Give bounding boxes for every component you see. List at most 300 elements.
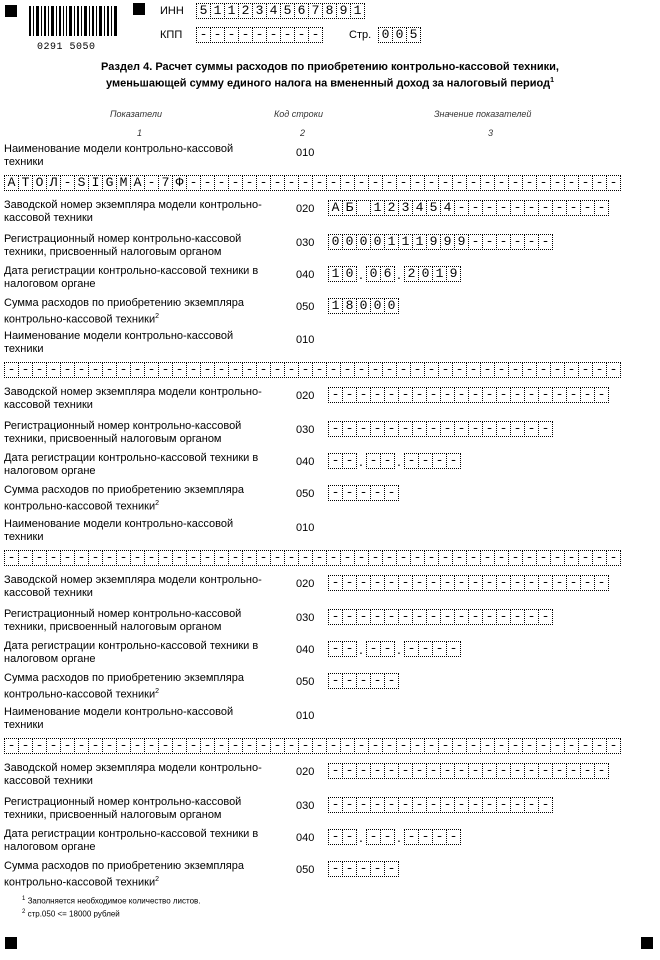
model-name-cells-cell[interactable]: - (256, 175, 271, 191)
registration-number-cells-cell[interactable]: - (398, 609, 413, 625)
kpp-cell[interactable]: - (308, 27, 323, 43)
serial-number-cells-cell[interactable]: - (426, 575, 441, 591)
model-name-cells-cell[interactable]: - (466, 738, 481, 754)
registration-date-cell[interactable]: 9 (446, 266, 461, 282)
registration-number-cells-cell[interactable]: - (426, 797, 441, 813)
model-name-cells-cell[interactable]: - (382, 550, 397, 566)
registration-number-cells-cell[interactable]: - (496, 797, 511, 813)
model-name-cells-cell[interactable]: - (452, 550, 467, 566)
registration-number-cells-cell[interactable]: - (510, 797, 525, 813)
model-name-cells-cell[interactable]: - (424, 175, 439, 191)
purchase-amount-cells-cell[interactable]: - (328, 861, 343, 877)
model-name-cells-cell[interactable]: - (270, 362, 285, 378)
model-name-cells-cell[interactable]: - (18, 738, 33, 754)
purchase-amount-cells-cell[interactable]: - (384, 673, 399, 689)
model-name-cells-cell[interactable]: - (298, 550, 313, 566)
registration-number-cells-cell[interactable]: - (370, 421, 385, 437)
model-name-cells-cell[interactable]: - (522, 362, 537, 378)
serial-number-cells-cell[interactable]: - (580, 387, 595, 403)
serial-number-cells-cell[interactable]: - (440, 763, 455, 779)
serial-number-cells-cell[interactable]: 2 (384, 200, 399, 216)
model-name-cells-cell[interactable]: - (102, 362, 117, 378)
serial-number-cells-cell[interactable]: - (510, 387, 525, 403)
model-name-cells-cell[interactable]: - (326, 175, 341, 191)
registration-number-cells-cell[interactable]: - (356, 797, 371, 813)
registration-date-cell[interactable]: 6 (380, 266, 395, 282)
model-name-cells-cell[interactable]: - (242, 738, 257, 754)
model-name-cells-cell[interactable]: - (592, 738, 607, 754)
model-name-cells-cell[interactable]: - (46, 362, 61, 378)
model-name-cells-cell[interactable]: - (60, 175, 75, 191)
model-name-cells-cell[interactable]: S (74, 175, 89, 191)
model-name-cells-cell[interactable]: - (494, 362, 509, 378)
registration-number-cells-cell[interactable]: 9 (440, 234, 455, 250)
registration-number-cells-cell[interactable]: - (468, 421, 483, 437)
kpp-cell[interactable]: - (280, 27, 295, 43)
registration-date-cell[interactable]: - (432, 829, 447, 845)
model-name-cells-cell[interactable]: - (88, 362, 103, 378)
model-name-cells-cell[interactable]: - (536, 362, 551, 378)
model-name-cells-cell[interactable]: - (396, 738, 411, 754)
registration-number-cells-cell[interactable]: - (538, 421, 553, 437)
model-name-cells-cell[interactable]: - (32, 738, 47, 754)
model-name-cells-cell[interactable]: - (18, 362, 33, 378)
purchase-amount-cells-cell[interactable]: - (342, 673, 357, 689)
model-name-cells-cell[interactable]: - (116, 362, 131, 378)
model-name-cells-cell[interactable]: - (284, 550, 299, 566)
serial-number-cells-cell[interactable]: - (580, 575, 595, 591)
purchase-amount-cells-cell[interactable]: - (384, 861, 399, 877)
model-name-cells-cell[interactable]: - (298, 362, 313, 378)
serial-number-cells-cell[interactable]: - (566, 575, 581, 591)
model-name-cells-cell[interactable]: - (298, 175, 313, 191)
model-name-cells-cell[interactable]: - (578, 550, 593, 566)
model-name-cells-cell[interactable]: - (200, 362, 215, 378)
serial-number-cells-cell[interactable]: - (370, 575, 385, 591)
serial-number-cells-cell[interactable]: 1 (370, 200, 385, 216)
page-cell[interactable]: 0 (392, 27, 407, 43)
serial-number-cells-cell[interactable]: - (328, 387, 343, 403)
registration-number-cells-cell[interactable]: - (482, 234, 497, 250)
model-name-cells-cell[interactable]: - (158, 550, 173, 566)
registration-date-cell[interactable]: 0 (418, 266, 433, 282)
inn-cell[interactable]: 1 (350, 3, 365, 19)
serial-number-cells-cell[interactable]: - (594, 387, 609, 403)
registration-date-cell[interactable]: 0 (342, 266, 357, 282)
model-name-cells-cell[interactable]: - (18, 550, 33, 566)
serial-number-cells-cell[interactable]: - (538, 763, 553, 779)
serial-number-cells-cell[interactable] (356, 200, 371, 216)
registration-number-cells-cell[interactable]: - (384, 609, 399, 625)
serial-number-cells-cell[interactable]: А (328, 200, 343, 216)
model-name-cells-cell[interactable]: А (130, 175, 145, 191)
model-name-cells-cell[interactable]: - (242, 550, 257, 566)
purchase-amount-cells-cell[interactable]: - (356, 485, 371, 501)
registration-number-cells-cell[interactable]: - (370, 797, 385, 813)
serial-number-cells-cell[interactable]: - (454, 763, 469, 779)
model-name-cells-cell[interactable]: - (550, 550, 565, 566)
model-name-cells-cell[interactable]: - (340, 362, 355, 378)
model-name-cells-cell[interactable]: - (214, 362, 229, 378)
model-name-cells-cell[interactable]: - (186, 738, 201, 754)
registration-date-cell[interactable]: - (418, 829, 433, 845)
registration-date-cell[interactable]: - (342, 453, 357, 469)
inn-cell[interactable]: 3 (252, 3, 267, 19)
model-name-cells-cell[interactable]: - (88, 550, 103, 566)
registration-number-cells-cell[interactable]: - (510, 421, 525, 437)
model-name-cells-cell[interactable]: - (214, 738, 229, 754)
inn-cell[interactable]: 5 (280, 3, 295, 19)
registration-number-cells-cell[interactable]: 1 (398, 234, 413, 250)
model-name-cells-cell[interactable]: - (284, 362, 299, 378)
registration-date-cell[interactable]: - (404, 641, 419, 657)
registration-number-cells-cell[interactable]: - (510, 609, 525, 625)
model-name-cells-cell[interactable]: - (424, 738, 439, 754)
model-name-cells-cell[interactable]: G (102, 175, 117, 191)
model-name-cells-cell[interactable]: - (130, 362, 145, 378)
serial-number-cells-cell[interactable]: - (566, 200, 581, 216)
model-name-cells-cell[interactable]: - (326, 550, 341, 566)
model-name-cells-cell[interactable]: - (354, 175, 369, 191)
serial-number-cells-cell[interactable]: - (524, 763, 539, 779)
model-name-cells-cell[interactable]: - (74, 550, 89, 566)
model-name-cells-cell[interactable]: - (200, 738, 215, 754)
model-name-cells-cell[interactable]: - (536, 738, 551, 754)
registration-date-cell[interactable]: - (366, 641, 381, 657)
model-name-cells-cell[interactable]: - (494, 175, 509, 191)
registration-number-cells-cell[interactable]: - (468, 234, 483, 250)
model-name-cells-cell[interactable]: - (340, 550, 355, 566)
inn-cell[interactable]: 8 (322, 3, 337, 19)
registration-date-cell[interactable]: - (418, 453, 433, 469)
model-name-cells-cell[interactable]: - (382, 175, 397, 191)
registration-number-cells-cell[interactable]: 1 (412, 234, 427, 250)
model-name-cells-cell[interactable]: - (172, 362, 187, 378)
purchase-amount-cells-cell[interactable]: - (356, 673, 371, 689)
registration-date-cell[interactable]: - (432, 641, 447, 657)
model-name-cells-cell[interactable]: 7 (158, 175, 173, 191)
model-name-cells-cell[interactable]: - (550, 738, 565, 754)
serial-number-cells-cell[interactable]: - (398, 387, 413, 403)
serial-number-cells-cell[interactable]: - (398, 575, 413, 591)
registration-number-cells-cell[interactable]: - (496, 421, 511, 437)
serial-number-cells-cell[interactable]: - (594, 575, 609, 591)
serial-number-cells-cell[interactable]: - (468, 387, 483, 403)
model-name-cells-cell[interactable]: - (606, 175, 621, 191)
kpp-cell[interactable]: - (196, 27, 211, 43)
serial-number-cells-cell[interactable]: - (468, 575, 483, 591)
model-name-cells-cell[interactable]: - (410, 175, 425, 191)
registration-date-cell[interactable]: 2 (404, 266, 419, 282)
model-name-cells-cell[interactable]: - (494, 738, 509, 754)
registration-date-cell[interactable]: 1 (328, 266, 343, 282)
model-name-cells-cell[interactable]: - (508, 738, 523, 754)
serial-number-cells-cell[interactable]: - (524, 387, 539, 403)
registration-number-cells-cell[interactable]: - (370, 609, 385, 625)
purchase-amount-cells-cell[interactable]: 0 (384, 298, 399, 314)
model-name-cells-cell[interactable]: - (368, 738, 383, 754)
model-name-cells-cell[interactable]: - (270, 550, 285, 566)
serial-number-cells-cell[interactable]: 4 (440, 200, 455, 216)
registration-number-cells-cell[interactable]: - (538, 797, 553, 813)
model-name-cells-cell[interactable]: - (60, 550, 75, 566)
serial-number-cells-cell[interactable]: - (580, 763, 595, 779)
model-name-cells-cell[interactable]: - (312, 175, 327, 191)
model-name-cells-cell[interactable]: - (578, 175, 593, 191)
serial-number-cells-cell[interactable]: - (398, 763, 413, 779)
serial-number-cells-cell[interactable]: - (468, 200, 483, 216)
registration-number-cells-cell[interactable]: - (482, 421, 497, 437)
serial-number-cells-cell[interactable]: - (384, 387, 399, 403)
purchase-amount-cells-cell[interactable]: - (370, 861, 385, 877)
model-name-cells-cell[interactable]: - (508, 550, 523, 566)
model-name-cells-cell[interactable]: - (270, 738, 285, 754)
model-name-cells-cell[interactable]: - (256, 362, 271, 378)
registration-number-cells-cell[interactable]: 0 (342, 234, 357, 250)
model-name-cells-cell[interactable]: - (592, 362, 607, 378)
registration-number-cells-cell[interactable]: - (440, 609, 455, 625)
model-name-cells-cell[interactable]: - (144, 550, 159, 566)
model-name-cells-cell[interactable]: Л (46, 175, 61, 191)
serial-number-cells-cell[interactable]: - (496, 575, 511, 591)
model-name-cells-cell[interactable]: - (284, 738, 299, 754)
serial-number-cells-cell[interactable]: - (454, 200, 469, 216)
model-name-cells-cell[interactable]: - (46, 738, 61, 754)
serial-number-cells-cell[interactable]: - (538, 200, 553, 216)
model-name-cells-cell[interactable]: А (4, 175, 19, 191)
serial-number-cells-cell[interactable]: - (356, 387, 371, 403)
model-name-cells-cell[interactable]: - (438, 362, 453, 378)
registration-date-cell[interactable]: - (432, 453, 447, 469)
registration-number-cells-cell[interactable]: 0 (356, 234, 371, 250)
model-name-cells-cell[interactable]: - (396, 550, 411, 566)
serial-number-cells-cell[interactable]: - (356, 575, 371, 591)
model-name-cells-cell[interactable]: - (200, 550, 215, 566)
registration-date-cell[interactable]: 0 (366, 266, 381, 282)
model-name-cells-cell[interactable]: - (480, 362, 495, 378)
model-name-cells-cell[interactable]: - (578, 362, 593, 378)
model-name-cells-cell[interactable]: - (466, 362, 481, 378)
purchase-amount-cells-cell[interactable]: - (356, 861, 371, 877)
serial-number-cells-cell[interactable]: Б (342, 200, 357, 216)
model-name-cells-cell[interactable]: - (368, 550, 383, 566)
registration-number-cells-cell[interactable]: - (356, 609, 371, 625)
model-name-cells-cell[interactable]: - (522, 738, 537, 754)
registration-date-cell[interactable]: - (342, 829, 357, 845)
registration-number-cells-cell[interactable]: - (454, 609, 469, 625)
model-name-cells-cell[interactable]: - (564, 550, 579, 566)
registration-number-cells-cell[interactable]: 0 (370, 234, 385, 250)
model-name-cells-cell[interactable]: - (144, 362, 159, 378)
registration-number-cells-cell[interactable]: - (482, 609, 497, 625)
serial-number-cells-cell[interactable]: - (496, 387, 511, 403)
model-name-cells-cell[interactable]: - (4, 738, 19, 754)
registration-number-cells-cell[interactable]: - (426, 609, 441, 625)
model-name-cells-cell[interactable]: - (116, 550, 131, 566)
model-name-cells-cell[interactable]: - (354, 738, 369, 754)
registration-date-cell[interactable]: - (366, 453, 381, 469)
model-name-cells-cell[interactable]: - (60, 738, 75, 754)
model-name-cells-cell[interactable]: - (410, 550, 425, 566)
registration-date-cell[interactable]: - (380, 453, 395, 469)
purchase-amount-cells-cell[interactable]: - (342, 485, 357, 501)
inn-cell[interactable]: 1 (210, 3, 225, 19)
model-name-cells-cell[interactable]: О (32, 175, 47, 191)
inn-cell[interactable]: 2 (238, 3, 253, 19)
model-name-cells-cell[interactable]: - (592, 550, 607, 566)
model-name-cells-cell[interactable]: - (508, 175, 523, 191)
model-name-cells-cell[interactable]: - (564, 362, 579, 378)
model-name-cells-cell[interactable]: - (228, 550, 243, 566)
registration-date-cell[interactable]: - (366, 829, 381, 845)
serial-number-cells-cell[interactable]: - (412, 763, 427, 779)
serial-number-cells-cell[interactable]: - (482, 200, 497, 216)
model-name-cells-cell[interactable]: - (4, 550, 19, 566)
serial-number-cells-cell[interactable]: - (496, 763, 511, 779)
model-name-cells-cell[interactable]: - (508, 362, 523, 378)
model-name-cells-cell[interactable]: - (158, 738, 173, 754)
model-name-cells-cell[interactable]: - (396, 175, 411, 191)
registration-number-cells-cell[interactable]: - (510, 234, 525, 250)
model-name-cells-cell[interactable]: Т (18, 175, 33, 191)
registration-date-cell[interactable]: - (342, 641, 357, 657)
serial-number-cells-cell[interactable]: - (370, 763, 385, 779)
purchase-amount-cells-cell[interactable]: - (342, 861, 357, 877)
serial-number-cells-cell[interactable]: - (566, 763, 581, 779)
registration-number-cells-cell[interactable]: - (342, 797, 357, 813)
model-name-cells-cell[interactable]: - (186, 550, 201, 566)
model-name-cells-cell[interactable]: - (312, 550, 327, 566)
serial-number-cells-cell[interactable]: - (342, 763, 357, 779)
registration-number-cells-cell[interactable]: - (538, 234, 553, 250)
serial-number-cells-cell[interactable]: - (384, 763, 399, 779)
registration-number-cells-cell[interactable]: - (398, 421, 413, 437)
model-name-cells-cell[interactable]: - (424, 362, 439, 378)
registration-date-cell[interactable]: - (328, 641, 343, 657)
registration-date-cell[interactable]: - (380, 641, 395, 657)
kpp-cell[interactable]: - (294, 27, 309, 43)
model-name-cells-cell[interactable]: - (606, 738, 621, 754)
registration-date-cell[interactable]: - (418, 641, 433, 657)
model-name-cells-cell[interactable]: - (564, 738, 579, 754)
model-name-cells-cell[interactable]: - (200, 175, 215, 191)
registration-number-cells-cell[interactable]: - (412, 609, 427, 625)
serial-number-cells-cell[interactable]: 3 (398, 200, 413, 216)
model-name-cells-cell[interactable]: - (102, 738, 117, 754)
model-name-cells-cell[interactable]: - (326, 738, 341, 754)
model-name-cells-cell[interactable]: - (214, 175, 229, 191)
model-name-cells-cell[interactable]: - (270, 175, 285, 191)
registration-number-cells-cell[interactable]: - (524, 797, 539, 813)
registration-date-cell[interactable]: - (446, 641, 461, 657)
purchase-amount-cells-cell[interactable]: - (370, 485, 385, 501)
purchase-amount-cells-cell[interactable]: - (328, 673, 343, 689)
registration-number-cells-cell[interactable]: - (384, 797, 399, 813)
model-name-cells-cell[interactable]: - (172, 738, 187, 754)
page-cell[interactable]: 0 (378, 27, 393, 43)
registration-number-cells-cell[interactable]: - (328, 797, 343, 813)
model-name-cells-cell[interactable]: - (480, 550, 495, 566)
purchase-amount-cells-cell[interactable]: - (384, 485, 399, 501)
serial-number-cells-cell[interactable]: - (370, 387, 385, 403)
model-name-cells-cell[interactable]: - (312, 738, 327, 754)
serial-number-cells-cell[interactable]: - (524, 575, 539, 591)
serial-number-cells-cell[interactable]: - (552, 200, 567, 216)
registration-date-cell[interactable]: - (328, 829, 343, 845)
serial-number-cells-cell[interactable]: - (594, 200, 609, 216)
model-name-cells-cell[interactable]: - (312, 362, 327, 378)
model-name-cells-cell[interactable]: - (606, 362, 621, 378)
model-name-cells-cell[interactable]: - (186, 175, 201, 191)
serial-number-cells-cell[interactable]: - (426, 387, 441, 403)
purchase-amount-cells-cell[interactable]: 0 (370, 298, 385, 314)
registration-number-cells-cell[interactable]: 9 (454, 234, 469, 250)
model-name-cells-cell[interactable]: - (214, 550, 229, 566)
model-name-cells-cell[interactable]: - (550, 362, 565, 378)
registration-number-cells-cell[interactable]: - (328, 609, 343, 625)
model-name-cells-cell[interactable]: - (4, 362, 19, 378)
model-name-cells-cell[interactable]: - (46, 550, 61, 566)
serial-number-cells-cell[interactable]: - (510, 575, 525, 591)
registration-number-cells-cell[interactable]: - (538, 609, 553, 625)
serial-number-cells-cell[interactable]: - (412, 575, 427, 591)
kpp-cell[interactable]: - (210, 27, 225, 43)
registration-number-cells-cell[interactable]: - (524, 234, 539, 250)
registration-number-cells-cell[interactable]: - (454, 421, 469, 437)
serial-number-cells-cell[interactable]: - (454, 575, 469, 591)
model-name-cells-cell[interactable]: - (144, 175, 159, 191)
model-name-cells-cell[interactable]: - (144, 738, 159, 754)
model-name-cells-cell[interactable]: - (382, 738, 397, 754)
purchase-amount-cells-cell[interactable]: 0 (356, 298, 371, 314)
registration-number-cells-cell[interactable]: - (482, 797, 497, 813)
model-name-cells-cell[interactable]: - (130, 550, 145, 566)
registration-number-cells-cell[interactable]: - (398, 797, 413, 813)
serial-number-cells-cell[interactable]: - (384, 575, 399, 591)
registration-number-cells-cell[interactable]: - (496, 609, 511, 625)
model-name-cells-cell[interactable]: - (550, 175, 565, 191)
serial-number-cells-cell[interactable]: 5 (426, 200, 441, 216)
model-name-cells-cell[interactable]: - (606, 550, 621, 566)
serial-number-cells-cell[interactable]: - (412, 387, 427, 403)
model-name-cells-cell[interactable]: - (438, 738, 453, 754)
registration-date-cell[interactable]: - (380, 829, 395, 845)
serial-number-cells-cell[interactable]: - (482, 763, 497, 779)
model-name-cells-cell[interactable]: - (116, 738, 131, 754)
purchase-amount-cells-cell[interactable]: 8 (342, 298, 357, 314)
registration-number-cells-cell[interactable]: - (426, 421, 441, 437)
registration-number-cells-cell[interactable]: 0 (328, 234, 343, 250)
model-name-cells-cell[interactable]: - (410, 362, 425, 378)
model-name-cells-cell[interactable]: - (578, 738, 593, 754)
model-name-cells-cell[interactable]: - (340, 175, 355, 191)
model-name-cells-cell[interactable]: - (298, 738, 313, 754)
registration-number-cells-cell[interactable]: - (342, 609, 357, 625)
model-name-cells-cell[interactable]: - (60, 362, 75, 378)
registration-date-cell[interactable]: - (404, 829, 419, 845)
model-name-cells-cell[interactable]: - (228, 175, 243, 191)
registration-number-cells-cell[interactable]: 1 (384, 234, 399, 250)
kpp-cell[interactable]: - (224, 27, 239, 43)
registration-number-cells-cell[interactable]: - (440, 421, 455, 437)
serial-number-cells-cell[interactable]: - (342, 387, 357, 403)
registration-number-cells-cell[interactable]: - (468, 609, 483, 625)
registration-date-cell[interactable]: - (328, 453, 343, 469)
registration-date-cell[interactable]: - (404, 453, 419, 469)
model-name-cells-cell[interactable]: - (102, 550, 117, 566)
model-name-cells-cell[interactable]: - (130, 738, 145, 754)
model-name-cells-cell[interactable]: - (452, 175, 467, 191)
